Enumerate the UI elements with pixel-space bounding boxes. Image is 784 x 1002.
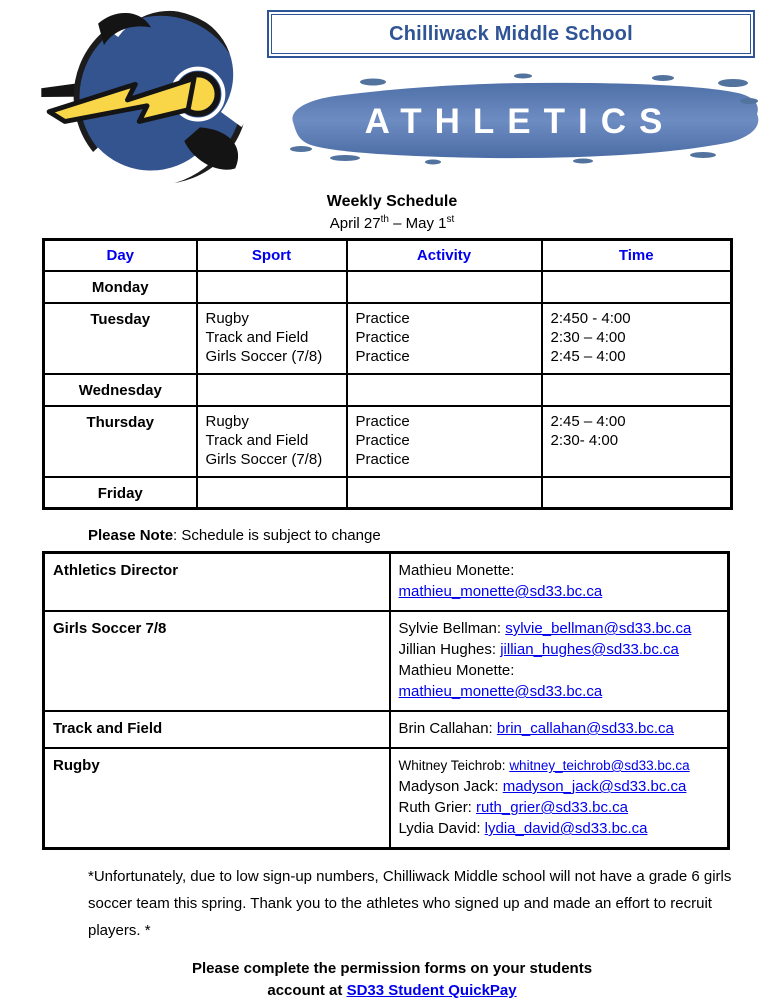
sport-line: Girls Soccer (7/8) — [205, 450, 323, 468]
contact-line — [399, 639, 720, 660]
contact-role-cell: Athletics Director — [44, 553, 390, 612]
schedule-row — [44, 406, 732, 477]
times-cell — [542, 271, 732, 303]
schedule-day-cell: Monday — [44, 271, 197, 303]
contact-name: Lydia David: — [398, 820, 485, 837]
school-name: Chilliwack Middle School — [389, 22, 633, 45]
time-line: 2:30 – 4:00 — [550, 328, 626, 346]
contact-name: Mathieu Monette: — [398, 562, 515, 579]
time-line: 2:450 - 4:00 — [550, 309, 631, 327]
contact-people-cell — [390, 553, 729, 612]
schedule-row — [44, 303, 732, 374]
contact-name: Whitney Teichrob: — [398, 758, 510, 773]
time-line: 2:45 – 4:00 — [550, 347, 626, 365]
schedule-column-header: Activity — [347, 240, 542, 271]
activity-line: Practice — [355, 412, 410, 430]
contact-people-cell — [390, 611, 729, 711]
time-line: 2:30- 4:00 — [550, 431, 619, 449]
schedule-day-cell: Thursday — [44, 406, 197, 477]
times-cell — [542, 477, 732, 509]
schedule-row — [44, 477, 732, 509]
contact-role-cell: Track and Field — [44, 711, 390, 748]
contact-line — [399, 560, 720, 602]
contact-row — [44, 711, 729, 748]
schedule-row — [44, 271, 732, 303]
activity-line: Practice — [355, 450, 410, 468]
weekly-schedule-table — [42, 238, 733, 510]
contact-name: Mathieu Monette: — [398, 662, 515, 679]
schedule-column-header: Time — [542, 240, 732, 271]
activities-cell — [347, 477, 542, 509]
email-link[interactable]: ruth_grier@sd33.bc.ca — [476, 799, 629, 816]
contact-line — [399, 797, 720, 818]
sport-line: Rugby — [205, 309, 249, 327]
email-link[interactable]: mathieu_monette@sd33.bc.ca — [398, 583, 603, 600]
email-link[interactable]: sylvie_bellman@sd33.bc.ca — [505, 620, 692, 637]
contact-name: Madyson Jack: — [398, 778, 503, 795]
contact-name: Brin Callahan: — [398, 720, 497, 737]
sports-cell — [197, 271, 347, 303]
activities-cell — [347, 303, 542, 374]
page-header — [0, 0, 784, 192]
email-link[interactable]: lydia_david@sd33.bc.ca — [484, 820, 648, 837]
activities-cell — [347, 406, 542, 477]
contact-row — [44, 611, 729, 711]
contacts-table — [42, 551, 730, 850]
contact-role-cell: Girls Soccer 7/8 — [44, 611, 390, 711]
sports-cell — [197, 406, 347, 477]
schedule-day-cell: Tuesday — [44, 303, 197, 374]
permission-forms-notice: Please complete the permission forms on your students account at SD33 Student QuickPay — [191, 960, 593, 999]
times-cell — [542, 406, 732, 477]
school-name-box — [267, 10, 755, 58]
contact-role-cell: Rugby — [44, 748, 390, 849]
weekly-schedule-title: Weekly Schedule — [326, 193, 458, 210]
schedule-column-header: Day — [44, 240, 197, 271]
time-line: 2:45 – 4:00 — [550, 412, 626, 430]
email-link[interactable]: brin_callahan@sd33.bc.ca — [496, 720, 674, 737]
activity-line: Practice — [355, 347, 410, 365]
contact-row — [44, 748, 729, 849]
sport-line: Track and Field — [205, 431, 309, 449]
activity-line: Practice — [355, 431, 410, 449]
times-cell — [542, 374, 732, 406]
contact-line — [399, 618, 720, 639]
sports-cell — [197, 303, 347, 374]
school-logo — [40, 4, 258, 190]
athletics-banner — [283, 70, 765, 168]
activities-cell — [347, 271, 542, 303]
contact-line — [399, 818, 720, 839]
sport-line: Girls Soccer (7/8) — [205, 347, 323, 365]
email-link[interactable]: mathieu_monette@sd33.bc.ca — [398, 683, 603, 700]
sports-cell — [197, 374, 347, 406]
activities-cell — [347, 374, 542, 406]
contact-row — [44, 553, 729, 612]
contact-line — [399, 660, 720, 702]
athletics-banner-text: ATHLETICS — [364, 102, 676, 141]
schedule-day-cell: Friday — [44, 477, 197, 509]
contact-name: Ruth Grier: — [398, 799, 477, 816]
contact-line — [399, 776, 720, 797]
email-link[interactable]: jillian_hughes@sd33.bc.ca — [500, 641, 679, 658]
email-link[interactable]: madyson_jack@sd33.bc.ca — [502, 778, 687, 795]
sports-cell — [197, 477, 347, 509]
contact-people-cell — [390, 711, 729, 748]
times-cell — [542, 303, 732, 374]
schedule-column-header: Sport — [197, 240, 347, 271]
email-link[interactable]: whitney_teichrob@sd33.bc.ca — [509, 758, 690, 773]
contact-line — [399, 718, 720, 739]
schedule-day-cell: Wednesday — [44, 374, 197, 406]
sport-line: Track and Field — [205, 328, 309, 346]
activity-line: Practice — [355, 328, 410, 346]
soccer-footnote: *Unfortunately, due to low sign-up numbers, Chilliwack Middle school will not have a grade 6 girls soccer team this spring. Thank you to the athletes who signed up and made an effort to recruit players. * — [88, 868, 732, 939]
contact-line — [399, 755, 720, 776]
contact-people-cell — [390, 748, 729, 849]
contact-name: Sylvie Bellman: — [398, 620, 506, 637]
quickpay-link[interactable]: SD33 Student QuickPay — [346, 982, 517, 999]
activity-line: Practice — [355, 309, 410, 327]
note-label: Please Note — [88, 527, 174, 544]
schedule-header-row — [44, 240, 732, 271]
sport-line: Rugby — [205, 412, 249, 430]
schedule-note: Please Note: Schedule is subject to change — [88, 527, 381, 544]
schedule-row — [44, 374, 732, 406]
contact-name: Jillian Hughes: — [398, 641, 501, 658]
schedule-date-range: April 27th – May 1st — [329, 214, 455, 232]
